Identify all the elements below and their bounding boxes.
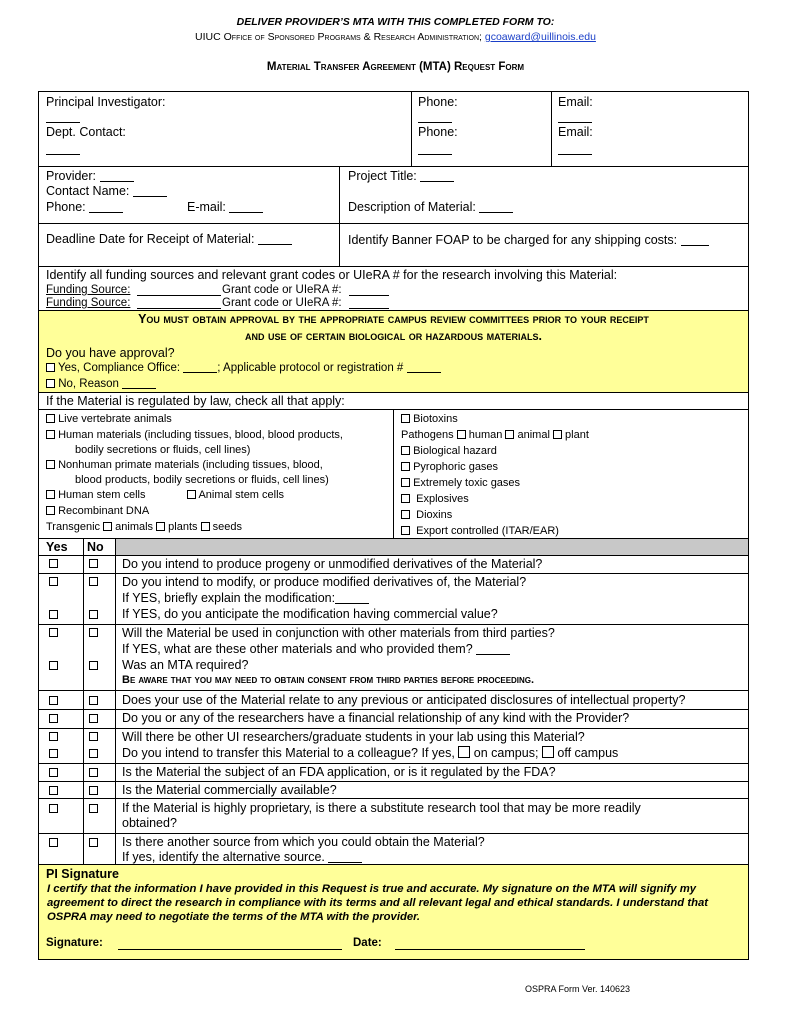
human-materials-checkbox[interactable] <box>46 430 55 439</box>
grant-code-2-field[interactable] <box>349 308 389 309</box>
toxic-gases-checkbox[interactable] <box>401 478 410 487</box>
provider-email-label: E-mail: <box>187 200 263 214</box>
reg-dioxins: Dioxins <box>401 509 452 521</box>
compliance-office-field[interactable] <box>183 362 217 373</box>
recombinant-checkbox[interactable] <box>46 506 55 515</box>
q6b-no-checkbox[interactable] <box>89 749 98 758</box>
reg-human-stem: Human stem cells <box>46 489 145 501</box>
q10-yes-checkbox[interactable] <box>49 838 58 847</box>
question-mta-required: Was an MTA required? <box>122 658 249 672</box>
reg-pathogens: Pathogens human animal plant <box>401 429 589 441</box>
q3-no-checkbox[interactable] <box>89 628 98 637</box>
reg-human-materials: Human materials (including tissues, blood, blood products, <box>46 429 343 441</box>
contact-name-field[interactable] <box>133 186 167 197</box>
q1-no-checkbox[interactable] <box>89 559 98 568</box>
pi-label: Principal Investigator: <box>46 95 166 109</box>
reg-pyrophoric: Pyrophoric gases <box>401 461 498 473</box>
foap-label: Identify Banner FOAP to be charged for any shipping costs: <box>348 233 709 247</box>
date-label: Date: <box>353 937 382 949</box>
q6a-no-checkbox[interactable] <box>89 732 98 741</box>
protocol-number-field[interactable] <box>407 362 441 373</box>
question-third-party: Will the Material be used in conjunction with other materials from third parties? <box>122 626 555 640</box>
question-modify-commercial: If YES, do you anticipate the modification having commercial value? <box>122 607 498 621</box>
signature-line[interactable] <box>118 949 342 950</box>
question-progeny: Do you intend to produce progeny or unmodified derivatives of the Material? <box>122 557 543 571</box>
live-vertebrate-checkbox[interactable] <box>46 414 55 423</box>
q3c-yes-checkbox[interactable] <box>49 661 58 670</box>
pi-phone-field[interactable] <box>418 112 452 123</box>
provider-field[interactable] <box>100 171 134 182</box>
approval-no-checkbox[interactable] <box>46 379 55 388</box>
q9-no-checkbox[interactable] <box>89 804 98 813</box>
provider-phone-field[interactable] <box>89 202 123 213</box>
pathogen-human-checkbox[interactable] <box>457 430 466 439</box>
explosives-checkbox[interactable] <box>401 494 410 503</box>
contact-name-label: Contact Name: <box>46 184 167 198</box>
question-financial: Do you or any of the researchers have a financial relationship of any kind with the Provider? <box>122 711 630 725</box>
transgenic-seeds-checkbox[interactable] <box>201 522 210 531</box>
reg-human-materials-cont: bodily secretions or fluids, cell lines) <box>75 444 251 456</box>
nonhuman-primate-checkbox[interactable] <box>46 460 55 469</box>
export-controlled-checkbox[interactable] <box>401 526 410 535</box>
q6b-yes-checkbox[interactable] <box>49 749 58 758</box>
q4-no-checkbox[interactable] <box>89 696 98 705</box>
reg-toxic-gases: Extremely toxic gases <box>401 477 520 489</box>
grant-code-1-label: Grant code or UIeRA #: <box>222 284 342 296</box>
yes-column-header: Yes <box>46 540 68 554</box>
dioxins-checkbox[interactable] <box>401 510 410 519</box>
human-stem-checkbox[interactable] <box>46 490 55 499</box>
reg-animal-stem: Animal stem cells <box>187 489 284 501</box>
reg-live-vertebrate: Live vertebrate animals <box>46 413 172 425</box>
regulated-heading: If the Material is regulated by law, check all that apply: <box>46 394 345 408</box>
reg-explosives: Explosives <box>401 493 469 505</box>
question-substitute-cont: obtained? <box>122 816 177 830</box>
office-name: UIUC Office of Sponsored Programs & Research Administration; <box>195 31 482 43</box>
question-commercially-available: Is the Material commercially available? <box>122 783 337 797</box>
funding-source-2-label: Funding Source: <box>46 297 131 309</box>
q10-no-checkbox[interactable] <box>89 838 98 847</box>
signature-label: Signature: <box>46 937 103 949</box>
q7-no-checkbox[interactable] <box>89 768 98 777</box>
mta-request-form <box>38 91 749 960</box>
approval-no-row: No, Reason <box>46 378 156 391</box>
approval-notice-line2: and use of certain biological or hazardous materials. <box>245 329 542 343</box>
pi-field[interactable] <box>46 112 80 123</box>
biotoxins-checkbox[interactable] <box>401 414 410 423</box>
reg-biotoxins: Biotoxins <box>401 413 458 425</box>
q8-yes-checkbox[interactable] <box>49 786 58 795</box>
q5-yes-checkbox[interactable] <box>49 714 58 723</box>
dept-contact-field[interactable] <box>46 144 80 155</box>
transfer-off-campus-checkbox[interactable] <box>542 746 554 758</box>
funding-source-1-field[interactable] <box>137 295 221 296</box>
q5-no-checkbox[interactable] <box>89 714 98 723</box>
no-column-header: No <box>87 540 104 554</box>
q1-yes-checkbox[interactable] <box>49 559 58 568</box>
transgenic-plants-checkbox[interactable] <box>156 522 165 531</box>
material-description-field[interactable] <box>479 202 513 213</box>
approval-question: Do you have approval? <box>46 346 175 360</box>
pi-email-field[interactable] <box>558 112 592 123</box>
reg-biohazard: Biological hazard <box>401 445 497 457</box>
pi-phone-label: Phone: <box>418 95 458 109</box>
header-deliver-instruction: DELIVER PROVIDER’S MTA WITH THIS COMPLETED FORM TO: <box>236 16 555 28</box>
pathogen-animal-checkbox[interactable] <box>505 430 514 439</box>
q2c-yes-checkbox[interactable] <box>49 610 58 619</box>
q2-yes-checkbox[interactable] <box>49 577 58 586</box>
q2c-no-checkbox[interactable] <box>89 610 98 619</box>
question-ip-disclosure: Does your use of the Material relate to any previous or anticipated disclosures of intellectual property? <box>122 693 686 707</box>
provider-label: Provider: <box>46 169 134 183</box>
pathogen-plant-checkbox[interactable] <box>553 430 562 439</box>
grant-code-1-field[interactable] <box>349 295 389 296</box>
question-header-shade <box>115 538 748 555</box>
header-office <box>0 31 791 43</box>
reg-nonhuman-primate: Nonhuman primate materials (including tissues, blood, <box>46 459 323 471</box>
pyrophoric-checkbox[interactable] <box>401 462 410 471</box>
grant-code-2-label: Grant code or UIeRA #: <box>222 297 342 309</box>
funding-intro: Identify all funding sources and relevant grant codes or UIeRA # for the research involving this Material: <box>46 268 618 282</box>
form-title: Material Transfer Agreement (MTA) Request Form <box>266 61 525 73</box>
project-title-label: Project Title: <box>348 169 454 183</box>
deadline-field[interactable] <box>258 234 292 245</box>
office-email-link[interactable]: gcoaward@uillinois.edu <box>484 31 596 43</box>
foap-field[interactable] <box>681 235 709 246</box>
approval-yes-row: Yes, Compliance Office: ; Applicable protocol or registration # <box>46 362 441 375</box>
dept-phone-field[interactable] <box>418 144 452 155</box>
reg-transgenic: Transgenic animals plants seeds <box>46 521 243 533</box>
question-third-party-which: If YES, what are these other materials and who provided them? <box>122 642 510 656</box>
dept-email-label: Email: <box>558 125 593 139</box>
question-fda: Is the Material the subject of an FDA application, or is it regulated by the FDA? <box>122 765 556 779</box>
question-substitute: If the Material is highly proprietary, is there a substitute research tool that may be more readily <box>122 801 641 815</box>
animal-stem-checkbox[interactable] <box>187 490 196 499</box>
deadline-label: Deadline Date for Receipt of Material: <box>46 232 292 246</box>
provider-phone-label: Phone: <box>46 200 123 214</box>
q3c-no-checkbox[interactable] <box>89 661 98 670</box>
question-modify-explain: If YES, briefly explain the modification: <box>122 591 369 605</box>
reg-export-controlled: Export controlled (ITAR/EAR) <box>401 525 559 537</box>
approval-notice-line1: You must obtain approval by the appropriate campus review committees prior to your receipt <box>138 312 649 326</box>
dept-phone-label: Phone: <box>418 125 458 139</box>
approval-yes-checkbox[interactable] <box>46 363 55 372</box>
certification-statement: I certify that the information I have provided in this Request is true and accurate. My signature on the MTA will signify my agreement to direct the research in compliance with its terms and all relevant legal and ethical standards. I understand that OSPRA may need to negotiate the terms of the MTA with the provider. <box>47 883 709 923</box>
reg-nonhuman-primate-cont: blood products, bodily secretions or fluids, cell lines) <box>75 474 329 486</box>
third-party-materials-field[interactable] <box>476 644 510 655</box>
q7-yes-checkbox[interactable] <box>49 768 58 777</box>
no-reason-field[interactable] <box>122 378 156 389</box>
q9-yes-checkbox[interactable] <box>49 804 58 813</box>
q6a-yes-checkbox[interactable] <box>49 732 58 741</box>
question-alternative-source: Is there another source from which you could obtain the Material? <box>122 835 485 849</box>
question-modify: Do you intend to modify, or produce modified derivatives of, the Material? <box>122 575 527 589</box>
form-version: OSPRA Form Ver. 140623 <box>525 984 631 994</box>
q4-yes-checkbox[interactable] <box>49 696 58 705</box>
project-title-field[interactable] <box>420 171 454 182</box>
question-other-researchers: Will there be other UI researchers/graduate students in your lab using this Material? <box>122 730 585 744</box>
alternative-source-field[interactable] <box>328 852 362 863</box>
transgenic-animals-checkbox[interactable] <box>103 522 112 531</box>
q8-no-checkbox[interactable] <box>89 786 98 795</box>
modification-explain-field[interactable] <box>335 593 369 604</box>
question-alternative-identify: If yes, identify the alternative source. <box>122 850 362 864</box>
pi-email-label: Email: <box>558 95 593 109</box>
q2-no-checkbox[interactable] <box>89 577 98 586</box>
signature-heading: PI Signature <box>46 867 119 881</box>
question-transfer: Do you intend to transfer this Material to a colleague? If yes, on campus; off campus <box>122 746 619 760</box>
third-party-consent-warning: Be aware that you may need to obtain consent from third parties before proceeding. <box>122 674 535 686</box>
funding-source-2-field[interactable] <box>137 308 221 309</box>
material-description-label: Description of Material: <box>348 200 513 214</box>
provider-email-field[interactable] <box>229 202 263 213</box>
reg-recombinant: Recombinant DNA <box>46 505 149 517</box>
dept-contact-label: Dept. Contact: <box>46 125 126 139</box>
funding-source-1-label: Funding Source: <box>46 284 131 296</box>
transfer-on-campus-checkbox[interactable] <box>458 746 470 758</box>
biohazard-checkbox[interactable] <box>401 446 410 455</box>
q3-yes-checkbox[interactable] <box>49 628 58 637</box>
date-line[interactable] <box>395 949 585 950</box>
dept-email-field[interactable] <box>558 144 592 155</box>
